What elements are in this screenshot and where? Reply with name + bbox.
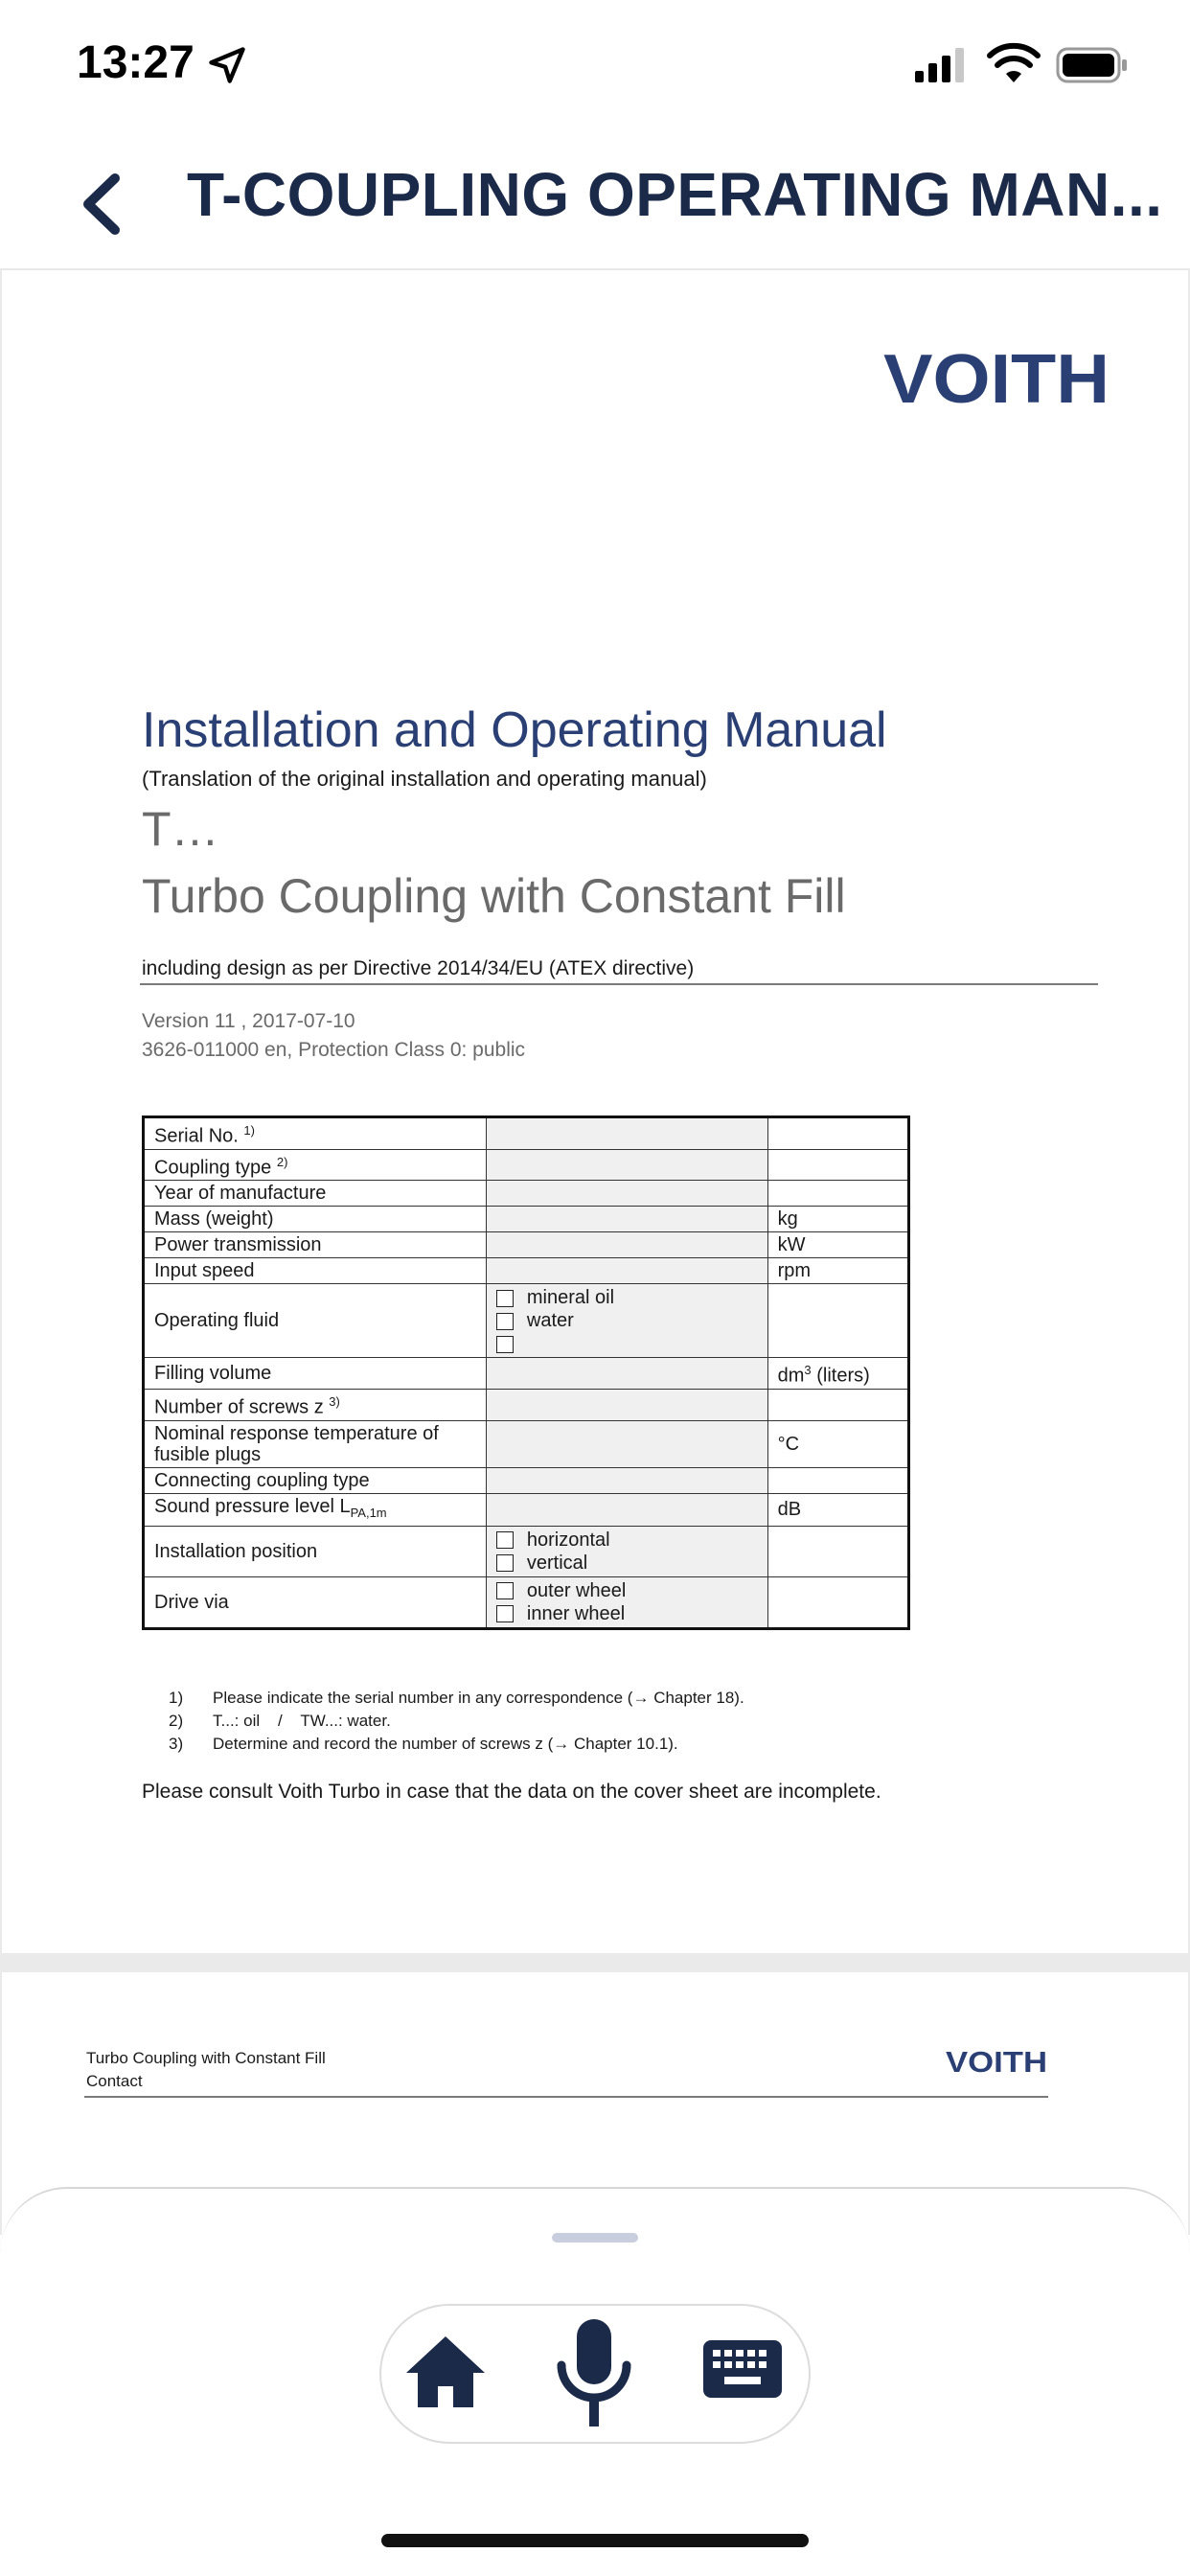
checkbox[interactable] xyxy=(496,1313,514,1330)
row-label: Serial No. $^{1)}$ xyxy=(144,1117,487,1150)
row-unit: kW xyxy=(767,1232,908,1258)
row-value xyxy=(486,1358,767,1390)
table-row xyxy=(144,1389,909,1420)
checkbox[interactable] xyxy=(496,1531,514,1549)
footnote: 3) Determine and record the number of screws z (→ Chapter 10.1). xyxy=(169,1735,678,1753)
table-row xyxy=(144,1117,909,1150)
footnote: 2) T...: oil / TW...: water. xyxy=(169,1712,391,1730)
battery-icon xyxy=(1056,46,1129,84)
status-time: 13:27 xyxy=(77,37,195,88)
row-label: Operating fluid xyxy=(144,1284,487,1358)
row-value: mineral oil water xyxy=(486,1284,767,1358)
row-label: Installation position xyxy=(144,1526,487,1576)
divider xyxy=(140,983,1098,985)
row-unit xyxy=(767,1181,908,1207)
row-unit xyxy=(767,1117,908,1150)
page-title: T-COUPLING OPERATING MAN... xyxy=(187,160,1163,229)
row-unit xyxy=(767,1389,908,1420)
row-value xyxy=(486,1207,767,1232)
row-value xyxy=(486,1493,767,1526)
row-unit: kg xyxy=(767,1207,908,1232)
row-value xyxy=(486,1181,767,1207)
table-row xyxy=(144,1576,909,1628)
row-label: Drive via xyxy=(144,1576,487,1628)
home-indicator xyxy=(381,2534,809,2547)
checkbox[interactable] xyxy=(496,1554,514,1572)
voith-logo xyxy=(944,2047,1049,2076)
wifi-icon xyxy=(987,42,1041,84)
document-version: Version 11 , 2017-07-10 xyxy=(142,1010,355,1032)
table-row xyxy=(144,1232,909,1258)
table-row xyxy=(144,1181,909,1207)
page-header-subtitle: Contact xyxy=(86,2072,143,2090)
location-arrow-icon xyxy=(206,44,248,86)
checkbox[interactable] xyxy=(496,1336,514,1353)
row-unit xyxy=(767,1526,908,1576)
row-label: Sound pressure level $L_{PA,1m}$ xyxy=(144,1493,487,1526)
footnote: 1) Please indicate the serial number in any correspondence (→ Chapter 18). xyxy=(169,1689,744,1707)
row-value xyxy=(486,1149,767,1181)
row-value xyxy=(486,1117,767,1150)
row-label: Filling volume xyxy=(144,1358,487,1390)
row-value xyxy=(486,1258,767,1284)
row-unit: °C xyxy=(767,1420,908,1467)
row-label: Input speed xyxy=(144,1258,487,1284)
row-unit: $dm^3$ (liters) xyxy=(767,1358,908,1390)
row-label: Coupling type $^{2)}$ xyxy=(144,1149,487,1181)
table-row xyxy=(144,1284,909,1358)
document-number: 3626-011000 en, Protection Class 0: public xyxy=(142,1039,526,1061)
document-directive: including design as per Directive 2014/34/EU (ATEX directive) xyxy=(142,957,695,979)
footnotes xyxy=(169,1687,744,1756)
row-value xyxy=(486,1232,767,1258)
checkbox[interactable] xyxy=(496,1290,514,1307)
row-unit xyxy=(767,1467,908,1493)
row-label: Year of manufacture xyxy=(144,1181,487,1207)
row-value xyxy=(486,1389,767,1420)
table-row xyxy=(144,1467,909,1493)
row-label: Mass (weight) xyxy=(144,1207,487,1232)
logo-text: VOITH xyxy=(946,2047,1047,2076)
row-unit xyxy=(767,1149,908,1181)
row-value xyxy=(486,1467,767,1493)
back-chevron-icon[interactable] xyxy=(77,172,125,236)
table-row xyxy=(144,1258,909,1284)
table-row xyxy=(144,1207,909,1232)
row-unit xyxy=(767,1284,908,1358)
table-row xyxy=(144,1149,909,1181)
document-title: Installation and Operating Manual xyxy=(142,702,887,758)
signal-icon xyxy=(915,48,969,82)
cover-data-table xyxy=(142,1116,910,1630)
microphone-icon[interactable] xyxy=(548,2315,640,2430)
row-label: Nominal response temperature of fusible plugs xyxy=(144,1420,487,1467)
row-value: outer wheel inner wheel xyxy=(486,1576,767,1628)
row-label: Power transmission xyxy=(144,1232,487,1258)
consult-note: Please consult Voith Turbo in case that the data on the cover sheet are incomplete. xyxy=(142,1781,881,1803)
keyboard-icon[interactable] xyxy=(701,2338,784,2400)
divider xyxy=(84,2096,1048,2098)
row-unit: dB xyxy=(767,1493,908,1526)
document-product: Turbo Coupling with Constant Fill xyxy=(142,869,846,923)
row-value: horizontal vertical xyxy=(486,1526,767,1576)
row-label: Number of screws z $^{3)}$ xyxy=(144,1389,487,1420)
table-row xyxy=(144,1358,909,1390)
page-header-title: Turbo Coupling with Constant Fill xyxy=(86,2049,326,2067)
table-row xyxy=(144,1493,909,1526)
row-value xyxy=(486,1420,767,1467)
document-model: T… xyxy=(142,802,219,856)
document-subtitle: (Translation of the original installation and operating manual) xyxy=(142,767,707,791)
sheet-grabber[interactable] xyxy=(552,2233,638,2242)
checkbox[interactable] xyxy=(496,1605,514,1622)
checkbox[interactable] xyxy=(496,1582,514,1599)
logo-text: VOITH xyxy=(883,345,1110,412)
row-unit: rpm xyxy=(767,1258,908,1284)
home-icon[interactable] xyxy=(402,2329,489,2415)
voith-logo xyxy=(881,345,1111,412)
table-row xyxy=(144,1526,909,1576)
table-row xyxy=(144,1420,909,1467)
row-unit xyxy=(767,1576,908,1628)
row-label: Connecting coupling type xyxy=(144,1467,487,1493)
